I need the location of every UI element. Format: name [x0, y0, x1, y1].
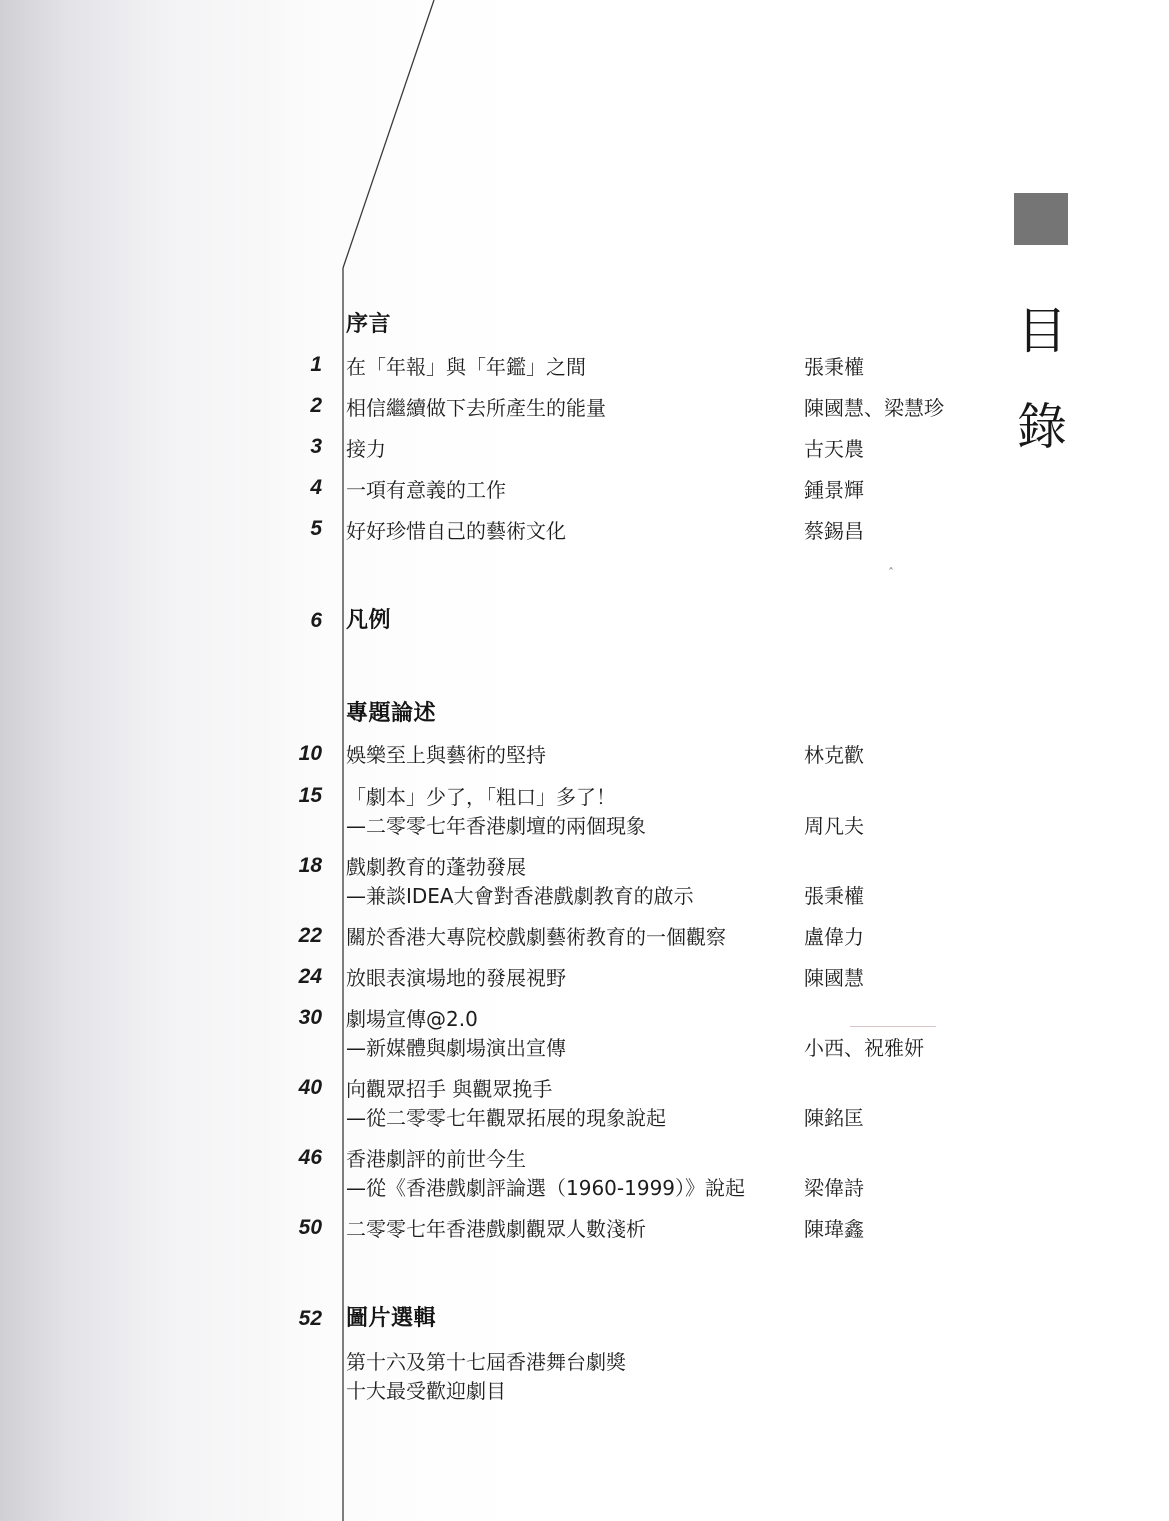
entry-page-number: 18 — [298, 854, 322, 877]
entry-subtitle: —二零零七年香港劇壇的兩個現象 — [346, 814, 646, 838]
entry-page-number: 5 — [310, 517, 322, 540]
entry-title: 戲劇教育的蓬勃發展 — [346, 855, 526, 879]
entry-page-number: 2 — [310, 394, 322, 417]
entry-subtitle: —從二零零七年觀眾拓展的現象說起 — [346, 1106, 666, 1130]
entry-title: 放眼表演場地的發展視野 — [346, 966, 566, 990]
entry-title: 接力 — [346, 437, 386, 461]
entry-page-number: 10 — [298, 742, 322, 765]
entry-title: 「劇本」少了，「粗口」多了！ — [346, 785, 616, 809]
entry-author: 陳銘匡 — [804, 1106, 864, 1130]
entry-page-number: 30 — [298, 1006, 322, 1029]
entry-title: 劇場宣傳@2.0 — [346, 1007, 478, 1031]
entry-title: 娛樂至上與藝術的堅持 — [346, 743, 546, 767]
entry-title: 相信繼續做下去所產生的能量 — [346, 396, 606, 420]
entry-author: 周凡夫 — [804, 814, 864, 838]
entry-page-number: 46 — [298, 1146, 322, 1169]
section-page-number: 6 — [310, 609, 322, 632]
page-title-char-1: 目 — [1017, 302, 1067, 360]
entry-title: 在「年報」與「年鑑」之間 — [346, 355, 586, 379]
page-title-char-2: 錄 — [1017, 398, 1067, 456]
entry-author: 陳瑋鑫 — [804, 1217, 864, 1241]
entry-author: 陳國慧、梁慧珍 — [804, 396, 944, 420]
entry-page-number: 40 — [298, 1076, 322, 1099]
entry-title: 第十六及第十七屆香港舞台劇獎 — [346, 1350, 626, 1374]
entry-subtitle: 十大最受歡迎劇目 — [346, 1379, 506, 1403]
entry-page-number: 22 — [298, 924, 322, 947]
entry-author: 蔡錫昌 — [804, 519, 864, 543]
entry-title: 一項有意義的工作 — [346, 478, 506, 502]
section-heading-feature-essays: 專題論述 — [346, 701, 437, 726]
entry-page-number: 4 — [310, 476, 322, 499]
entry-author: 梁偉詩 — [804, 1176, 864, 1200]
entry-author: 小西、祝雅妍 — [804, 1036, 924, 1060]
entry-title: 向觀眾招手 與觀眾挽手 — [346, 1077, 553, 1101]
entry-page-number: 50 — [298, 1216, 322, 1239]
entry-author: 張秉權 — [804, 884, 864, 908]
entry-subtitle: —新媒體與劇場演出宣傳 — [346, 1036, 566, 1060]
entry-title: 香港劇評的前世今生 — [346, 1147, 526, 1171]
entry-title: 關於香港大專院校戲劇藝術教育的一個觀察 — [346, 925, 726, 949]
entry-page-number: 3 — [310, 435, 322, 458]
entry-author: 鍾景輝 — [804, 478, 864, 502]
section-heading-conventions: 凡例 — [346, 608, 392, 633]
entry-page-number: 15 — [298, 784, 322, 807]
entry-author: 盧偉力 — [804, 925, 864, 949]
entry-page-number: 24 — [298, 965, 322, 988]
entry-author: 陳國慧 — [804, 966, 864, 990]
entry-author: 古天農 — [804, 437, 864, 461]
entry-page-number: 1 — [310, 353, 322, 376]
entry-subtitle: —從《香港戲劇評論選（1960-1999）》說起 — [346, 1176, 746, 1200]
print-speck: ˆ — [888, 566, 894, 580]
entry-subtitle: —兼談IDEA大會對香港戲劇教育的啟示 — [346, 884, 694, 908]
section-heading-photo-selection: 圖片選輯 — [346, 1306, 437, 1331]
entry-title: 二零零七年香港戲劇觀眾人數淺析 — [346, 1217, 646, 1241]
section-page-number: 52 — [298, 1307, 322, 1330]
entry-author: 張秉權 — [804, 355, 864, 379]
section-heading-preface: 序言 — [346, 312, 392, 337]
entry-author: 林克歡 — [804, 743, 864, 767]
entry-title: 好好珍惜自己的藝術文化 — [346, 519, 566, 543]
faint-print-rule — [850, 1026, 936, 1027]
